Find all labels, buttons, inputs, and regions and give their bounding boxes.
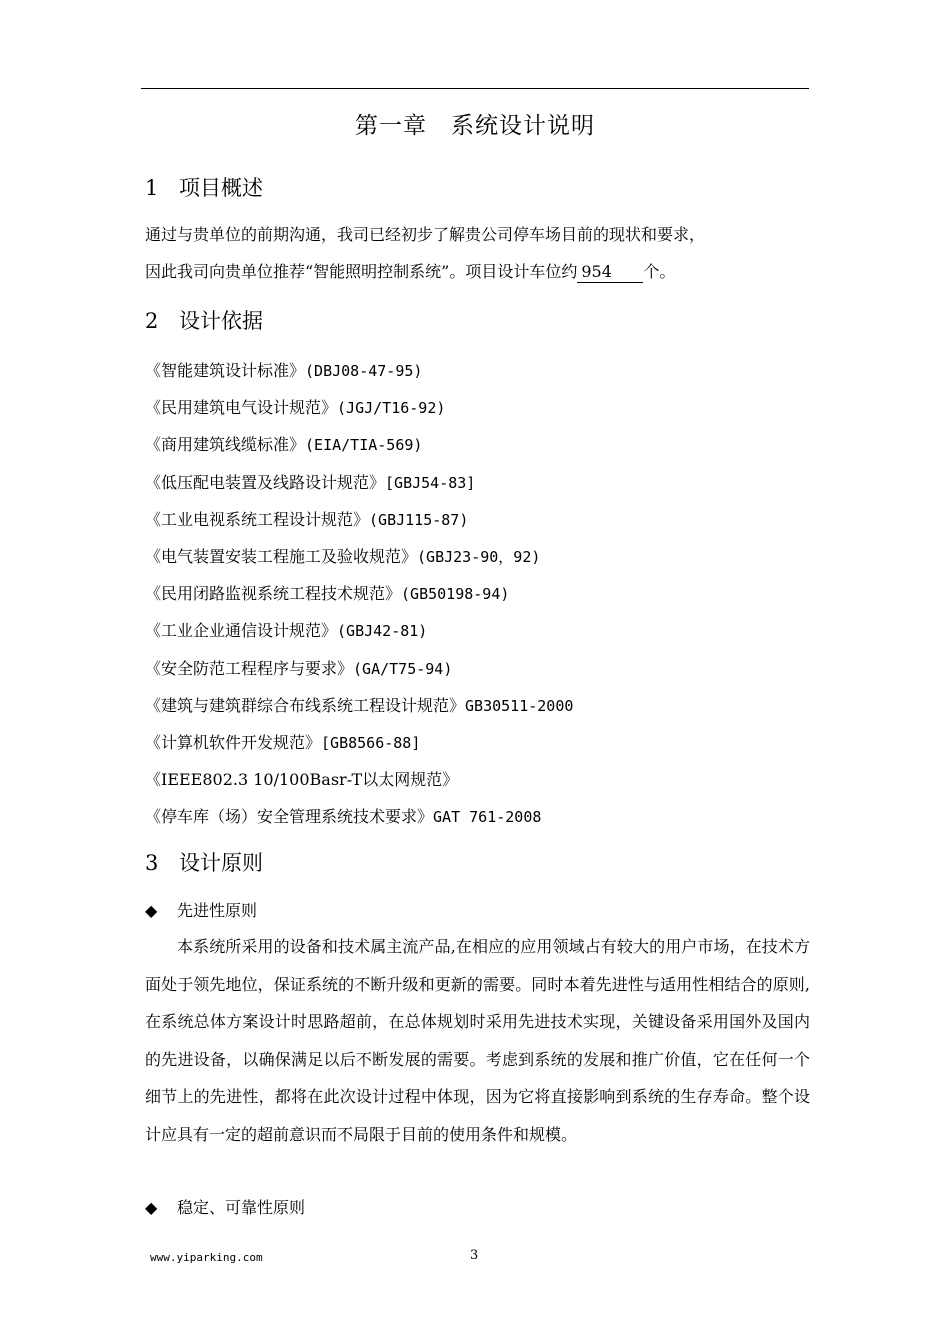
reference-item <box>145 538 810 575</box>
reference-item <box>145 724 810 761</box>
reference-name: 《智能建筑设计标准》 <box>145 361 306 380</box>
overview-line-2 <box>145 253 810 290</box>
principle-heading-stability <box>145 1193 305 1223</box>
reference-code: (GBJ23-90，92) <box>417 547 541 566</box>
page-number: 3 <box>470 1248 479 1263</box>
section-number: 2 <box>145 309 159 333</box>
header-rule <box>141 88 809 89</box>
reference-code: (GB50198-94) <box>401 585 510 604</box>
reference-item <box>145 650 810 687</box>
reference-list <box>145 352 810 835</box>
reference-item <box>145 761 810 798</box>
principle-heading-advanced <box>145 896 257 926</box>
reference-item <box>145 352 810 389</box>
reference-code: [GBJ54-83] <box>385 473 476 492</box>
reference-name: 《计算机软件开发规范》 <box>145 732 322 752</box>
reference-name: 《IEEE802.3 10/100Basr-T以太网规范》 <box>145 770 459 790</box>
overview-line-2-prefix: 因此我司向贵单位推荐“智能照明控制系统”。项目设计车位约 <box>145 262 578 281</box>
reference-name: 《安全防范工程程序与要求》 <box>145 658 354 678</box>
reference-code: (GBJ42-81) <box>337 622 428 641</box>
section-heading-overview <box>145 173 263 203</box>
overview-paragraph <box>145 216 810 290</box>
section-heading-principles <box>145 848 263 878</box>
section-title: 项目概述 <box>179 176 263 200</box>
reference-item <box>145 501 810 538</box>
reference-code: (EIA/TIA-569) <box>305 436 423 455</box>
overview-line-1: 通过与贵单位的前期沟通，我司已经初步了解贵公司停车场目前的现状和要求， <box>145 225 706 244</box>
reference-item <box>145 389 810 426</box>
reference-code: GB30511-2000 <box>465 696 574 715</box>
section-number: 1 <box>145 176 159 200</box>
reference-code: (GA/T75-94) <box>353 659 453 678</box>
reference-item <box>145 687 810 724</box>
reference-name: 《工业电视系统工程设计规范》 <box>145 509 370 529</box>
reference-name: 《停车库（场）安全管理系统技术要求》 <box>145 807 434 827</box>
reference-code: (GBJ115-87) <box>369 510 469 529</box>
diamond-bullet-icon: ◆ <box>145 1198 158 1217</box>
principle-title: 稳定、可靠性原则 <box>177 1198 306 1217</box>
reference-name: 《商用建筑线缆标准》 <box>145 435 306 455</box>
reference-item <box>145 464 810 501</box>
reference-code: (DBJ08-47-95) <box>305 362 423 380</box>
overview-line-2-suffix: 个。 <box>643 262 676 281</box>
reference-code: (JGJ/T16-92) <box>337 399 446 418</box>
diamond-bullet-icon: ◆ <box>145 901 158 920</box>
parking-count-field: 954 <box>577 262 643 283</box>
principle-title: 先进性原则 <box>177 901 258 920</box>
reference-name: 《建筑与建筑群综合布线系统工程设计规范》 <box>145 695 466 715</box>
reference-name: 《民用建筑电气设计规范》 <box>145 398 338 418</box>
reference-item <box>145 798 810 835</box>
section-number: 3 <box>145 851 159 875</box>
reference-name: 《工业企业通信设计规范》 <box>145 621 338 641</box>
footer-url: www.yiparking.com <box>150 1251 263 1264</box>
principle-body-advanced: 本系统所采用的设备和技术属主流产品,在相应的应用领域占有较大的用户市场，在技术方面处于领先地位，保证系统的不断升级和更新的需要。同时本着先进性与适用性相结合的原则,在系统总体方案设计时思路超前，在总体规划时采用先进技术实现，关键设备采用国外及国内的先进设备，以确保满足以后不断发展的需要。考虑到系统的发展和推广价值，它在任何一个细节上的先进性，都将在此次设计过程中体现，因为它将直接影响到系统的生存寿命。整个设计应具有一定的超前意识而不局限于目前的使用条件和规模。 <box>145 937 810 1144</box>
reference-name: 《民用闭路监视系统工程技术规范》 <box>145 584 402 604</box>
reference-item <box>145 426 810 463</box>
reference-item <box>145 575 810 612</box>
reference-item <box>145 612 810 649</box>
reference-name: 《低压配电装置及线路设计规范》 <box>145 472 386 492</box>
reference-name: 《电气装置安装工程施工及验收规范》 <box>145 546 418 566</box>
reference-code: [GB8566-88] <box>321 733 421 752</box>
section-title: 设计依据 <box>179 309 263 333</box>
section-heading-basis <box>145 306 263 336</box>
chapter-title: 第一章 系统设计说明 <box>355 113 595 139</box>
section-title: 设计原则 <box>179 851 263 875</box>
reference-code: GAT 761-2008 <box>433 808 542 827</box>
